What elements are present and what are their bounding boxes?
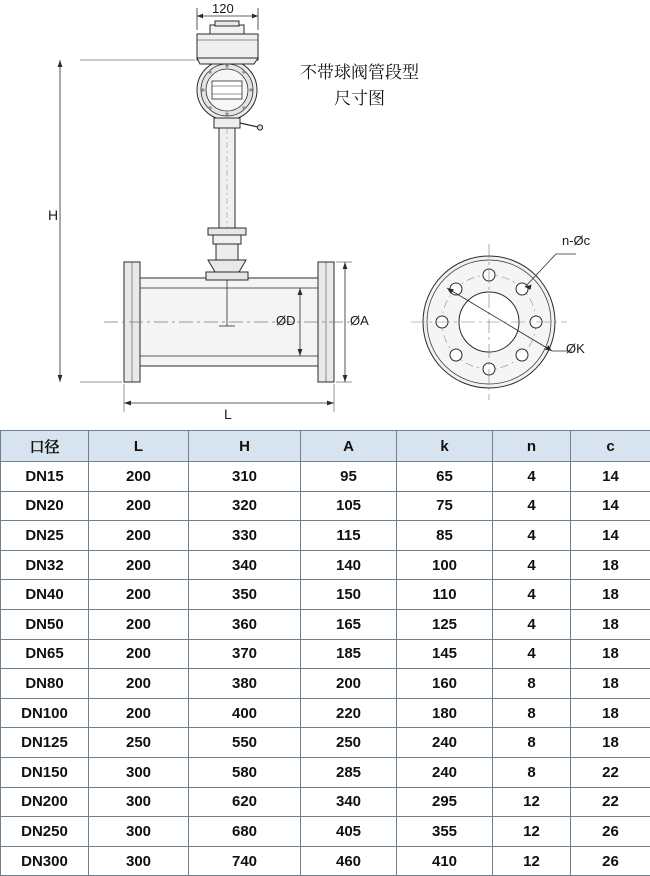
table-cell: 14 [571,491,650,521]
table-row [1,846,650,876]
table-cell: 340 [189,550,301,580]
table-cell: DN15 [1,462,89,492]
table-cell: 550 [189,728,301,758]
table-header-cell: L [89,431,189,462]
table-cell: 200 [89,521,189,551]
table-cell: 18 [571,609,650,639]
table-cell: 65 [397,462,493,492]
table-cell: DN300 [1,846,89,876]
table-cell: 18 [571,580,650,610]
table-cell: 8 [493,669,571,699]
table-cell: 200 [89,609,189,639]
table-cell: 350 [189,580,301,610]
table-cell: 200 [89,550,189,580]
table-cell: 200 [89,462,189,492]
table-row [1,491,650,521]
table-header-cell: 口径 [1,431,89,462]
flange-face-view [411,244,576,400]
pipe-spool-assembly [104,262,352,382]
table-cell: DN150 [1,757,89,787]
table-cell: 355 [397,817,493,847]
drawing-title-line1: 不带球阀管段型 [300,63,419,82]
dimension-drawing [0,0,650,428]
table-cell: 85 [397,521,493,551]
table-cell: 405 [301,817,397,847]
table-cell: 380 [189,669,301,699]
table-cell: DN250 [1,817,89,847]
table-cell: DN100 [1,698,89,728]
table-row [1,728,650,758]
table-cell: 115 [301,521,397,551]
table-cell: 100 [397,550,493,580]
table-cell: 4 [493,521,571,551]
label-outer-a: ØA [350,313,369,328]
table-cell: 200 [89,698,189,728]
label-circle-k: ØK [566,341,585,356]
table-cell: 160 [397,669,493,699]
table-cell: 18 [571,550,650,580]
table-cell: 200 [89,580,189,610]
table-cell: 300 [89,787,189,817]
table-cell: 740 [189,846,301,876]
table-cell: DN40 [1,580,89,610]
transmitter-housing [197,21,263,130]
table-cell: DN80 [1,669,89,699]
table-cell: 250 [89,728,189,758]
table-cell: DN25 [1,521,89,551]
table-cell: 105 [301,491,397,521]
table-cell: 295 [397,787,493,817]
table-row [1,817,650,847]
table-cell: 14 [571,521,650,551]
table-cell: 18 [571,728,650,758]
table-cell: 240 [397,757,493,787]
table-cell: 240 [397,728,493,758]
table-header-row [1,431,650,462]
table-cell: DN32 [1,550,89,580]
table-header-cell: n [493,431,571,462]
table-cell: 22 [571,757,650,787]
table-cell: 620 [189,787,301,817]
table-cell: 320 [189,491,301,521]
table-cell: 200 [89,491,189,521]
table-cell: DN200 [1,787,89,817]
table-cell: 220 [301,698,397,728]
table-cell: DN125 [1,728,89,758]
table-cell: 12 [493,817,571,847]
table-row [1,462,650,492]
drawing-title-line2: 尺寸图 [334,88,385,108]
table-cell: 165 [301,609,397,639]
table-row [1,580,650,610]
table-row [1,639,650,669]
table-row [1,698,650,728]
table-cell: 300 [89,846,189,876]
table-cell: 145 [397,639,493,669]
table-cell: 200 [89,639,189,669]
table-cell: 4 [493,550,571,580]
table-cell: 580 [189,757,301,787]
table-cell: 18 [571,639,650,669]
table-row [1,550,650,580]
table-header-cell: k [397,431,493,462]
table-cell: 4 [493,580,571,610]
dimension-table [0,430,650,876]
table-cell: 4 [493,491,571,521]
table-cell: 150 [301,580,397,610]
table-row [1,669,650,699]
table-cell: 12 [493,846,571,876]
table-cell: 8 [493,698,571,728]
table-cell: 680 [189,817,301,847]
table-cell: 300 [89,757,189,787]
table-cell: 360 [189,609,301,639]
table-cell: 300 [89,817,189,847]
table-cell: 200 [301,669,397,699]
table-cell: 410 [397,846,493,876]
table-cell: 18 [571,669,650,699]
label-height-h: H [48,207,59,223]
table-header-cell: A [301,431,397,462]
table-cell: 95 [301,462,397,492]
table-row [1,521,650,551]
label-holes-nc: n-Øc [562,233,591,248]
table-cell: 8 [493,728,571,758]
table-cell: 460 [301,846,397,876]
table-row [1,787,650,817]
table-cell: 400 [189,698,301,728]
table-cell: 26 [571,817,650,847]
table-cell: 140 [301,550,397,580]
table-cell: 250 [301,728,397,758]
table-cell: 110 [397,580,493,610]
table-cell: 26 [571,846,650,876]
label-bore-d: ØD [276,313,296,328]
table-cell: 180 [397,698,493,728]
table-cell: 125 [397,609,493,639]
table-cell: 340 [301,787,397,817]
label-top-width: 120 [212,1,234,16]
label-length-l: L [224,406,232,422]
table-cell: 4 [493,609,571,639]
table-header-cell: c [571,431,650,462]
table-row [1,609,650,639]
table-cell: 4 [493,462,571,492]
table-cell: 200 [89,669,189,699]
table-cell: DN65 [1,639,89,669]
table-cell: 285 [301,757,397,787]
table-cell: 4 [493,639,571,669]
table-cell: 8 [493,757,571,787]
table-cell: 370 [189,639,301,669]
drawing-title [300,60,419,111]
table-cell: 310 [189,462,301,492]
table-cell: DN50 [1,609,89,639]
dimension-table-wrapper [0,430,650,876]
table-cell: 22 [571,787,650,817]
table-cell: 75 [397,491,493,521]
table-cell: DN20 [1,491,89,521]
table-cell: 330 [189,521,301,551]
table-header-cell: H [189,431,301,462]
table-cell: 18 [571,698,650,728]
sensor-stem [208,128,246,272]
table-cell: 12 [493,787,571,817]
table-cell: 14 [571,462,650,492]
table-row [1,757,650,787]
table-cell: 185 [301,639,397,669]
